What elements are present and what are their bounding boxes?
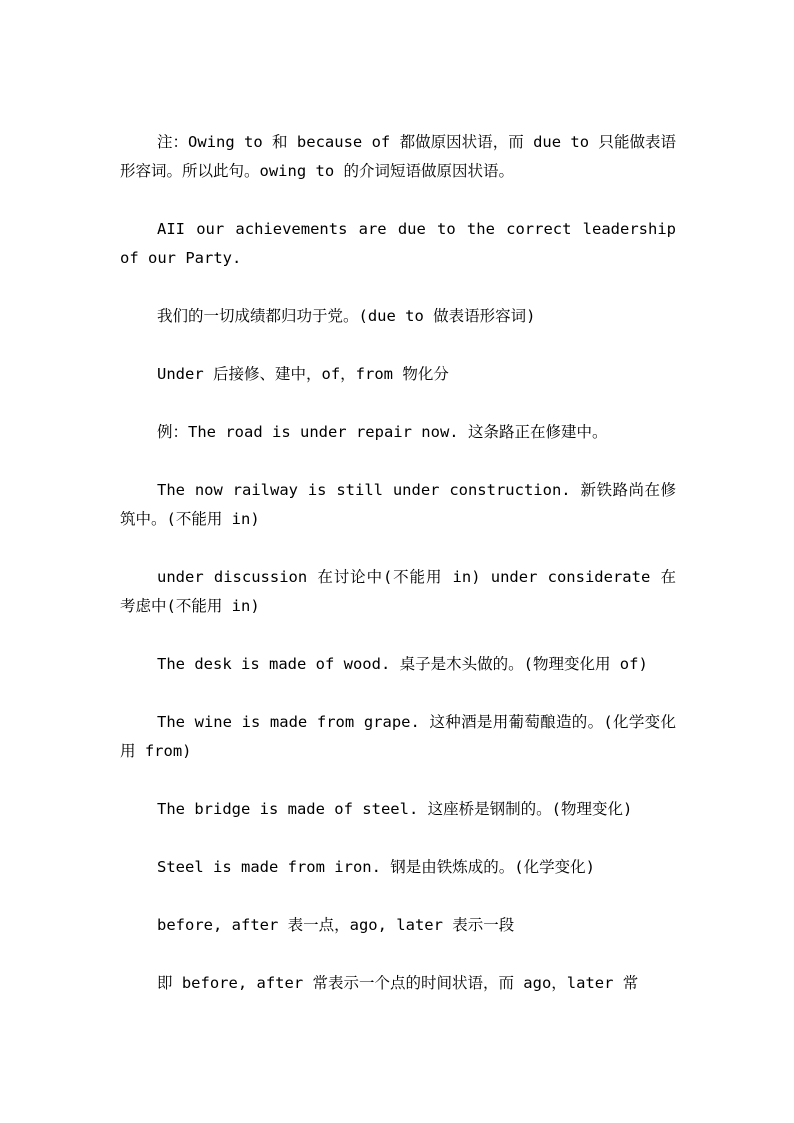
document-body — [120, 128, 676, 1027]
paragraph-example-railway: The now railway is still under construction. 新铁路尚在修筑中。(不能用 in) — [120, 481, 676, 528]
paragraph-example-wine: The wine is made from grape. 这种酒是用葡萄酿造的。(化学变化用 from) — [120, 713, 676, 760]
paragraph-example-road: 例：The road is under repair now. 这条路正在修建中。 — [157, 423, 608, 441]
paragraph-under-discussion: under discussion 在讨论中(不能用 in) under considerate 在考虑中(不能用 in) — [120, 568, 676, 615]
paragraph-example-achievements: AII our achievements are due to the correct leadership of our Party. — [120, 220, 676, 267]
paragraph-example-desk: The desk is made of wood. 桌子是木头做的。(物理变化用 of) — [157, 655, 648, 673]
paragraph-translation-achievements: 我们的一切成绩都归功于党。(due to 做表语形容词) — [157, 307, 536, 325]
paragraph-note-owing-to: 注：Owing to 和 because of 都做原因状语，而 due to 只能做表语形容词。所以此句。owing to 的介词短语做原因状语。 — [120, 133, 676, 180]
paragraph-before-after-explanation: 即 before, after 常表示一个点的时间状语，而 ago，later 常 — [157, 974, 639, 992]
paragraph-under-rule: Under 后接修、建中，of，from 物化分 — [157, 365, 449, 383]
paragraph-example-steel: Steel is made from iron. 钢是由铁炼成的。(化学变化) — [157, 858, 595, 876]
paragraph-example-bridge: The bridge is made of steel. 这座桥是钢制的。(物理变化) — [157, 800, 633, 818]
paragraph-before-after-rule: before, after 表一点，ago, later 表示一段 — [157, 916, 515, 934]
